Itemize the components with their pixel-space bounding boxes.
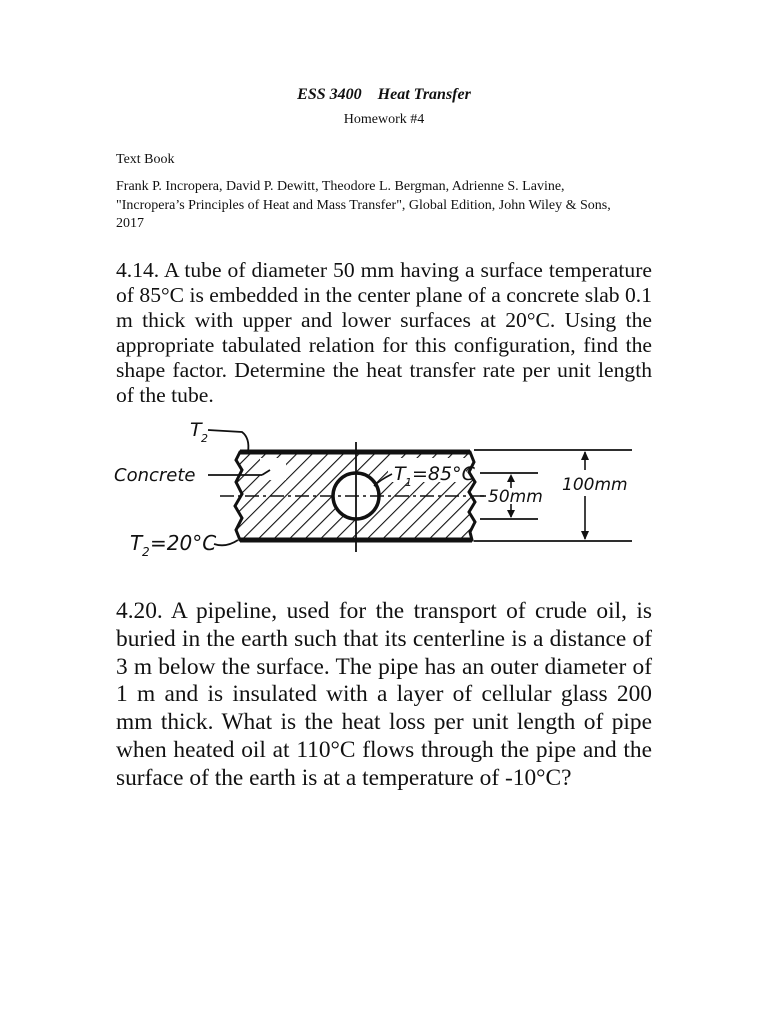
label-t2-bottom <box>130 531 238 559</box>
svg-text:1: 1 <box>405 476 412 489</box>
textbook-reference: Frank P. Incropera, David P. Dewitt, Theodore L. Bergman, Adrienne S. Lavine, "Incropera’s Principles of Heat and Mass Transfer", Global Edition, John Wiley & Sons, 2017 <box>116 179 611 231</box>
problem-4-20: 4.20. A pipeline, used for the transport of crude oil, is buried in the earth such that its centerline is a distance of 3 m below the surface. The pipe has an outer diameter of 1 m and is insulated with a layer of cellular glass 200 mm thick. What is the heat loss per unit length of pipe when heated oil at 110°C flows through the pipe and the surface of the earth is at a temperature of -10°C? <box>116 598 652 791</box>
svg-text:Concrete: Concrete <box>114 465 196 486</box>
label-t2-top <box>190 420 248 452</box>
dimension-50mm <box>480 473 543 519</box>
svg-text:=85°C: =85°C <box>412 463 475 485</box>
svg-text:100mm: 100mm <box>562 475 628 495</box>
course-title: ESS 3400 Heat Transfer <box>297 86 471 103</box>
problem-4-14: 4.14. A tube of diameter 50 mm having a surface temperature of 85°C is embedded in the center plane of a concrete slab 0.1 m thick with upper and lower surfaces at 20°C. Using the appropriate tabulated relation for this configuration, find the shape factor. Determine the heat transfer rate per unit length of the tube. <box>116 258 652 407</box>
svg-text:=20°C: =20°C <box>150 531 217 555</box>
svg-text:T: T <box>394 463 406 485</box>
svg-text:T: T <box>130 531 143 555</box>
textbook-heading: Text Book <box>116 152 175 167</box>
svg-text:2: 2 <box>201 432 208 445</box>
svg-text:2: 2 <box>142 545 150 559</box>
svg-text:50mm: 50mm <box>488 487 543 507</box>
svg-text:T: T <box>190 420 202 441</box>
homework-title: Homework #4 <box>343 112 425 127</box>
concrete-slab-figure <box>112 420 642 560</box>
